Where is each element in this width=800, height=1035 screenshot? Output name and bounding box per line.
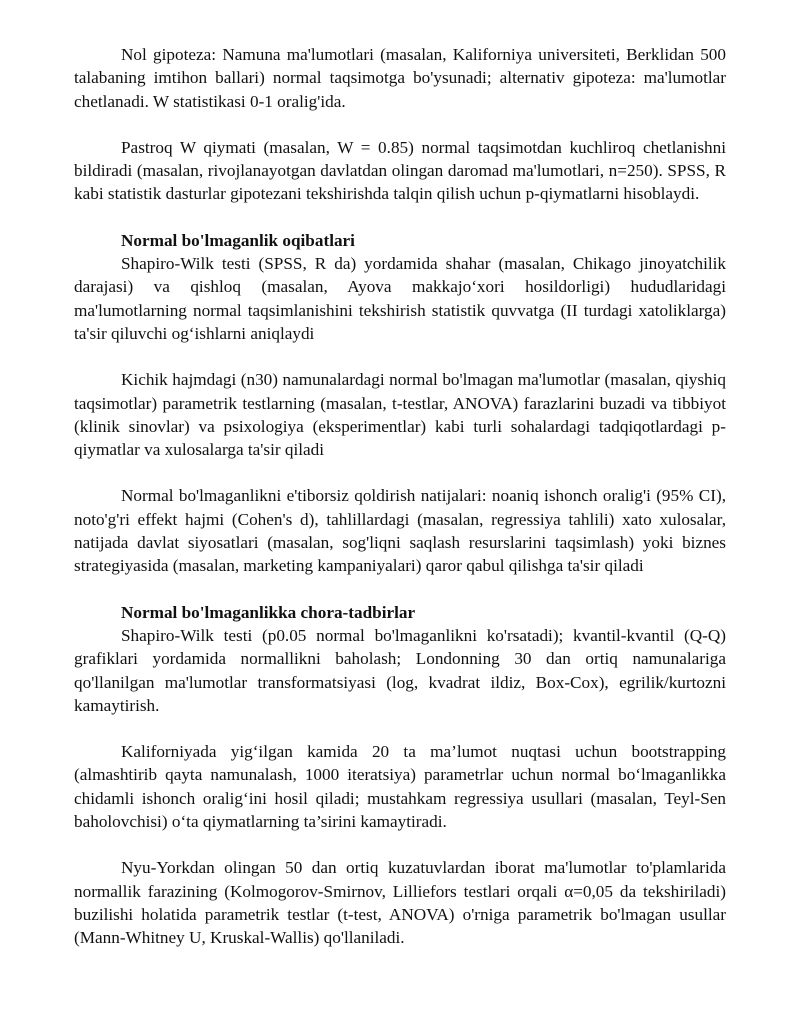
remedies-paragraph-3: Nyu-Yorkdan olingan 50 dan ortiq kuzatuvlardan iborat ma'lumotlar to'plamlarida normallik farazining (Kolmogorov-Smirnov, Lilliefors testlari orqali α=0,05 da tekshiriladi) buzilishi holatida parametrik testlar (t-test, ANOVA) o'rniga parametrik bo'lmagan usullar (Mann-Whitney U, Kruskal-Wallis) qo'llaniladi. xyxy=(74,858,726,948)
intro-paragraph-1: Nol gipoteza: Namuna ma'lumotlari (masalan, Kaliforniya universiteti, Berklidan 500 talabaning imtihon ballari) normal taqsimotga bo'ysunadi; alternativ gipoteza: ma'lumotlar chetlanadi. W statistikasi 0-1 oralig'ida. xyxy=(74,45,726,111)
remedies-paragraph-2: Kaliforniyada yig‘ilgan kamida 20 ta ma’lumot nuqtasi uchun bootstrapping (almashtirib qayta namunalash, 1000 iteratsiya) parametrlar uchun normal bo‘lmaganlikka chidamli ishonch oralig‘ini hosil qiladi; mustahkam regressiya usullari (masalan, Teyl-Sen baholovchisi) o‘ta qiymatlarning ta’sirini kamaytiradi. xyxy=(74,742,726,832)
remedies-paragraph-1: Shapiro-Wilk testi (p0.05 normal bo'lmaganlikni ko'rsatadi); kvantil-kvantil (Q-Q) grafiklari yordamida normallikni baholash; Londonning 30 dan ortiq namunalariga qo'llanilgan ma'lumotlar transformatsiyasi (log, kvadrat ildiz, Box-Cox), egrilik/kurtozni kamaytirish. xyxy=(74,625,726,715)
section-heading-consequences: Normal bo'lmaganlik oqibatlari xyxy=(121,230,355,250)
consequences-paragraph-1: Shapiro-Wilk testi (SPSS, R da) yordamida shahar (masalan, Chikago jinoyatchilik darajasi) va qishloq (masalan, Ayova makkajo‘xori hosildorligi) hududlaridagi ma'lumotlarning normal taqsimlanishini tekshirish statistik quvvatga (II turdagi xatoliklarga) ta'sir qiluvchi og‘ishlarni aniqlaydi xyxy=(74,254,726,343)
intro-paragraph-2: Pastroq W qiymati (masalan, W = 0.85) normal taqsimotdan kuchliroq chetlanishni bildiradi (masalan, rivojlanayotgan davlatdan olingan daromad ma'lumotlari, n=250). SPSS, R kabi statistik dasturlar gipotezani tekshirishda talqin qilish uchun p-qiymatlarni hisoblaydi. xyxy=(74,137,726,204)
section-heading-remedies: Normal bo'lmaganlikka chora-tadbirlar xyxy=(121,602,416,622)
consequences-paragraph-2: Kichik hajmdagi (n30) namunalardagi normal bo'lmagan ma'lumotlar (masalan, qiyshiq taqsimotlar) parametrik testlarning (masalan, t-testlar, ANOVA) farazlarini buzadi va tibbiyot (klinik sinovlar) va psixologiya (eksperimentlar) kabi turli sohalardagi tadqiqotlardagi p-qiymatlar va xulosalarga ta'sir qiladi xyxy=(74,370,726,460)
consequences-paragraph-3: Normal bo'lmaganlikni e'tiborsiz qoldirish natijalari: noaniq ishonch oralig'i (95% CI), noto'g'ri effekt hajmi (Cohen's d), tahlillardagi (masalan, regressiya tahlili) xato xulosalar, natijada davlat siyosatlari (masalan, sog'liqni saqlash resurslarini taqsimlash) yoki biznes strategiyasida (masalan, marketing kampaniyalari) qaror qabul qilishga ta'sir qiladi xyxy=(74,486,726,576)
